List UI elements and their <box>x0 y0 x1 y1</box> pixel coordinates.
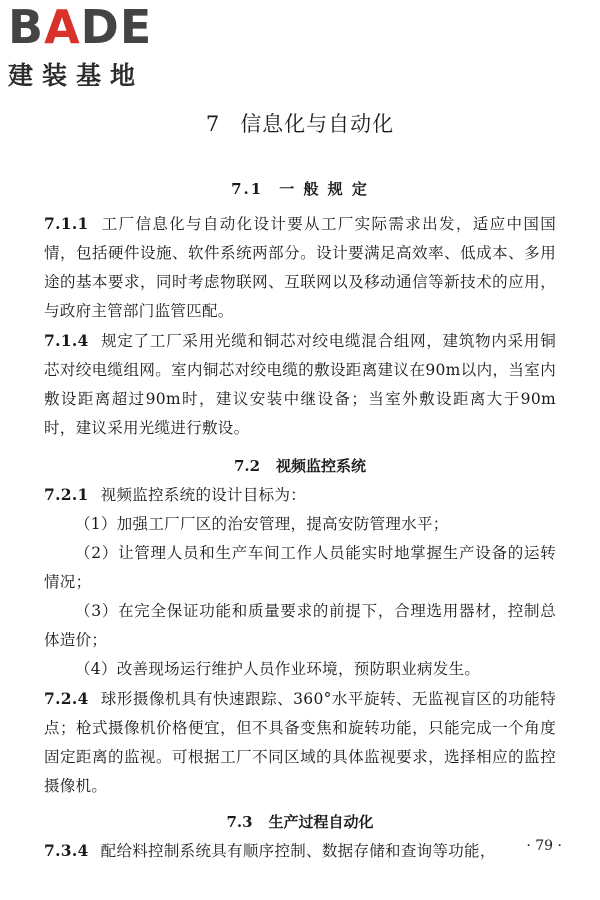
clause-number: 7.2.4 <box>44 689 89 708</box>
chapter-number: 7 <box>205 112 221 136</box>
section-number: 7.1 <box>231 180 264 198</box>
clause-number: 7.1.1 <box>44 214 89 233</box>
logo-tagline: 建装基地 <box>8 61 145 90</box>
section-title: 生产过程自动化 <box>268 813 374 831</box>
section-heading-7-2 <box>44 455 556 476</box>
section-title: 视频监控系统 <box>276 457 367 475</box>
logo-brand: BADE <box>8 0 153 54</box>
clause-number: 7.2.1 <box>44 485 89 504</box>
list-item: （1）加强工厂厂区的治安管理，提高安防管理水平； <box>75 515 449 533</box>
clause-text: 配给料控制系统具有顺序控制、数据存储和查询等功能， <box>100 842 496 860</box>
list-item: （2）让管理人员和生产车间工作人员能实时地掌握生产设备的运转情况； <box>44 544 556 591</box>
chapter-title-text: 信息化与自动化 <box>240 112 395 136</box>
list-item: （4）改善现场运行维护人员作业环境，预防职业病发生。 <box>75 660 481 678</box>
clause-7-2-1 <box>44 480 556 510</box>
section-heading-7-3 <box>44 811 556 832</box>
section-number: 7.3 <box>226 813 253 831</box>
section-heading-7-1 <box>44 178 556 199</box>
list-item: （3）在完全保证功能和质量要求的前提下，合理选用器材，控制总体造价； <box>44 602 556 649</box>
section-title: 一 般 规 定 <box>279 180 369 198</box>
clause-number: 7.1.4 <box>44 331 89 350</box>
clause-7-2-4 <box>44 684 556 801</box>
page-number: · 79 · <box>526 838 562 854</box>
bade-logo <box>8 0 178 92</box>
clause-7-3-4 <box>44 836 556 866</box>
chapter-title <box>44 108 556 138</box>
clause-7-1-1 <box>44 209 556 326</box>
clause-text: 球形摄像机具有快速跟踪、360°水平旋转、无监视盲区的功能特点；枪式摄像机价格便宜，但不具备变焦和旋转功能，只能完成一个角度固定距离的监视。可根据工厂不同区域的具体监视要求，选择相应的监控摄像机。 <box>44 690 556 795</box>
section-number: 7.2 <box>233 457 261 475</box>
document-page <box>44 108 556 866</box>
clause-7-1-4 <box>44 326 556 443</box>
clause-text: 工厂信息化与自动化设计要从工厂实际需求出发，适应中国国情，包括硬件设施、软件系统两部分。设计要满足高效率、低成本、多用途的基本要求，同时考虑物联网、互联网以及移动通信等新技术的应用，与政府主管部门监管匹配。 <box>44 215 556 320</box>
clause-text: 规定了工厂采用光缆和铜芯对绞电缆混合组网，建筑物内采用铜芯对绞电缆组网。室内铜芯对绞电缆的敷设距离建议在90m以内，当室内敷设距离超过90m时，建议安装中继设备；当室外敷设距离大于90m时，建议采用光缆进行敷设。 <box>44 332 556 437</box>
clause-text: 视频监控系统的设计目标为： <box>100 486 307 504</box>
clause-number: 7.3.4 <box>44 841 89 860</box>
